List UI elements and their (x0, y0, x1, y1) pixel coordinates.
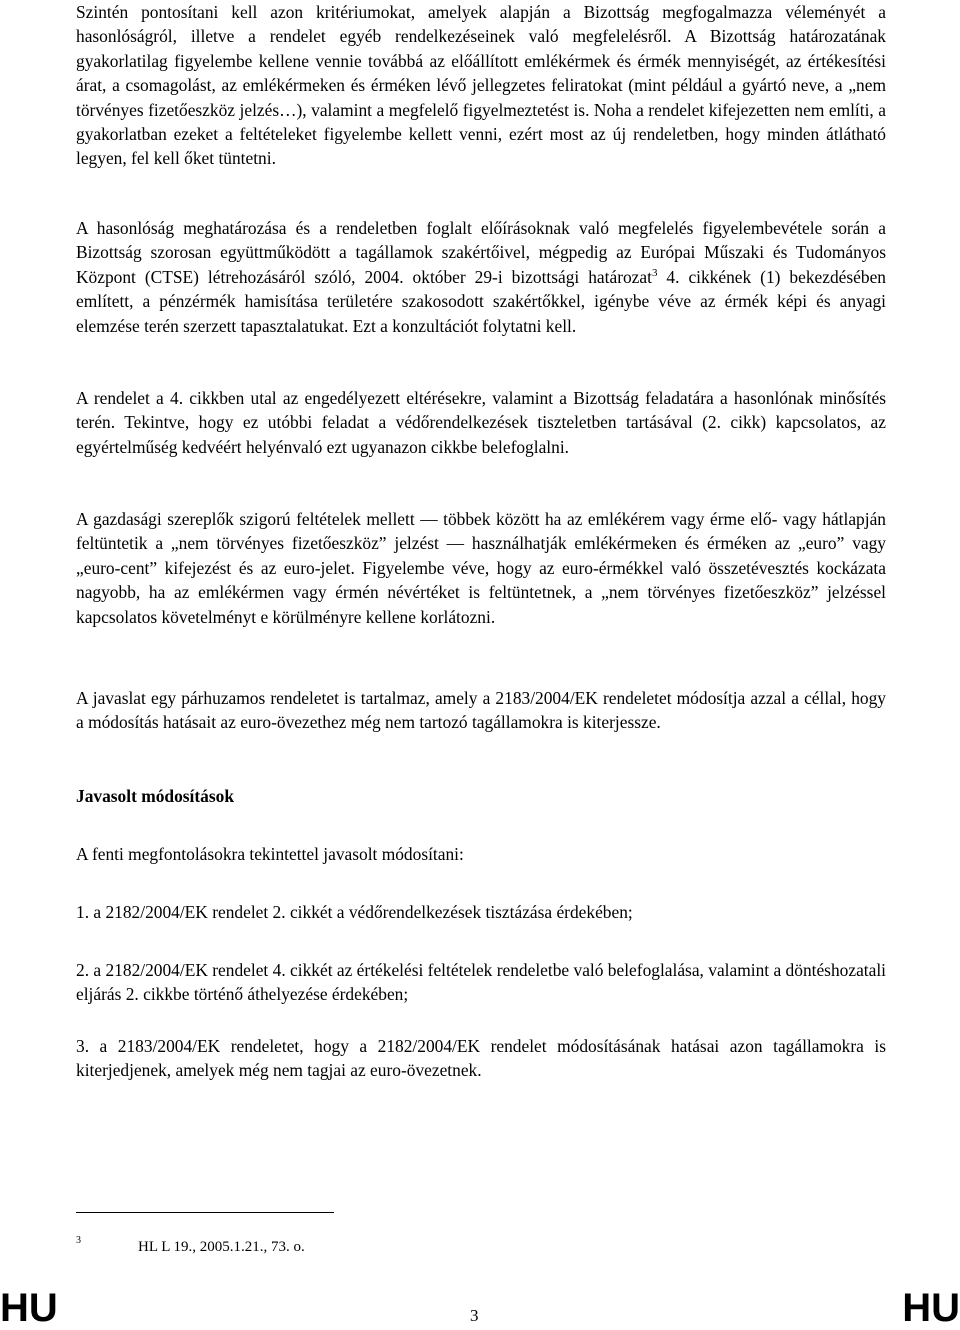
paragraph-parallel-regulation: A javaslat egy párhuzamos rendeletet is tartalmaz, amely a 2183/2004/EK rendeletet módosítja azzal a céllal, hogy a módosítás hatásait az euro-övezethez még nem tartozó tagállamokra is kiterjessze. (76, 688, 886, 733)
paragraph-similarity-text-2: 4. cikkének (1) bekezdésében említett, a pénzérmék hamisítása területére szakosodott szakértőkkel, igénybe véve az érmék képi és anyagi elemzése terén szerzett tapasztalatukat. Ezt a konzultációt folytatni kell. (76, 266, 886, 336)
paragraph-proposal-intro: A fenti megfontolásokra tekintettel javasolt módosítani: (76, 844, 464, 864)
language-code-right: HU (902, 1286, 960, 1330)
paragraph-article-4: A rendelet a 4. cikkben utal az engedélyezett eltérésekre, valamint a Bizottság feladatára a hasonlónak minősítés terén. Tekintve, hogy ez utóbbi feladat a védőrendelkezések tiszteletben tartásával (2. cikk) kapcsolatos, az egyértelműség kedvéért helyénvaló ezt ugyanazon cikkbe belefoglalni. (76, 388, 886, 457)
section-heading: Javasolt módosítások (76, 786, 234, 806)
language-code-left: HU (0, 1286, 58, 1330)
list-item-2: 2. a 2182/2004/EK rendelet 4. cikkét az értékelési feltételek rendeletbe való belefoglalása, valamint a döntéshozatali eljárás 2. cikkbe történő áthelyezése érdekében; (76, 960, 886, 1005)
footnote-number: 3 (76, 1235, 81, 1246)
footnote-divider (76, 1212, 334, 1213)
paragraph-similarity (76, 216, 886, 338)
paragraph-similarity-text-1: A hasonlóság meghatározása és a rendeletben foglalt előírásoknak való megfelelés figyelembevétele során a Bizottság szorosan együttműködött a tagállamok szakértőivel, mégpedig az Európai Műszaki és Tudományos Központ (CTSE) létrehozásáról szóló, 2004. október 29-i bizottsági határozat (76, 218, 886, 287)
footnote-reference: 3 (651, 266, 658, 279)
list-item-3: 3. a 2183/2004/EK rendeletet, hogy a 2182/2004/EK rendelet módosításának hatásai azon tagállamokra is kiterjedjenek, amelyek még nem tagjai az euro-övezetnek. (76, 1036, 886, 1081)
paragraph-economic-operators: A gazdasági szereplők szigorú feltételek mellett — többek között ha az emlékérem vagy érme elő- vagy hátlapján feltüntetik a „nem törvényes fizetőeszköz” jelzést — használhatják emlékérmeken és érméken az „euro” vagy „euro-cent” kifejezést és az euro-jelet. Figyelembe véve, hogy az euro-érmékkel való összetévesztés kockázata nagyobb, ha az emlékérmen vagy érmén névértéket is feltüntetnek, a „nem törvényes fizetőeszköz” jelzéssel kapcsolatos követelményt e körülményre kellene korlátozni. (76, 509, 886, 627)
paragraph-criteria: Szintén pontosítani kell azon kritériumokat, amelyek alapján a Bizottság megfogalmazza véleményét a hasonlóságról, illetve a rendelet egyéb rendelkezéseinek való megfelelésről. A Bizottság határozatának gyakorlatilag figyelembe kellene vennie továbbá az előállított emlékérmek és érmék mennyiségét, az értékesítési árat, a csomagolást, az emlékérmeken és érméken lévő jellegzetes feliratokat (mint például a gyártó neve, a „nem törvényes fizetőeszköz jelzés…), valamint a megfelelő figyelmeztetést is. Noha a rendelet kifejezetten nem említi, a gyakorlatban ezeket a feltételeket figyelembe kellett venni, ezért most az új rendeletben, hogy minden átlátható legyen, fel kell őket tüntetni. (76, 2, 886, 169)
list-item-1: 1. a 2182/2004/EK rendelet 2. cikkét a védőrendelkezések tisztázása érdekében; (76, 902, 633, 922)
footnote-text: HL L 19., 2005.1.21., 73. o. (138, 1239, 305, 1255)
page-number: 3 (470, 1306, 479, 1325)
